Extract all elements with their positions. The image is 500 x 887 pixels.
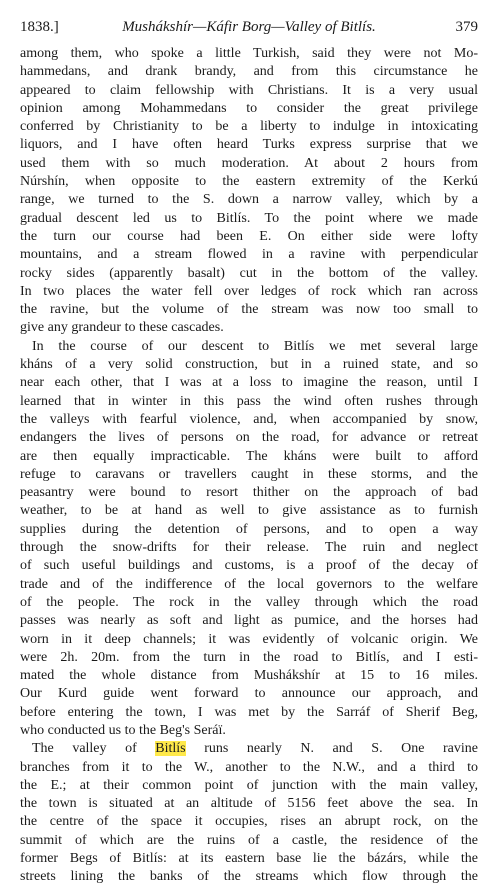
text-line: hammedans, and drank brandy, and from this circumstance he: [20, 64, 478, 80]
text-line: trade and of the indifference of the local governors to the welfare: [20, 576, 478, 592]
text-line: the centre of the space it occupies, rises an abrupt rock, on the: [20, 814, 478, 830]
text-line: were 2h. 20m. from the turn in the road to Bitlís, and I esti-: [20, 649, 478, 665]
text-fragment: runs nearly N. and S. One ravine: [185, 741, 478, 757]
text-line: range, we turned to the S. down a narrow valley, which by a: [20, 192, 478, 208]
text-line: peasantry were bound to resort thither on the approach of bad: [20, 485, 478, 501]
paragraph-3: [20, 740, 478, 886]
text-line: appeared to claim fellowship with Christians. It is a very usual: [20, 82, 478, 98]
text-line: are then equally impracticable. The kháns were built to afford: [20, 448, 478, 464]
text-line: learned that in winter in this pass the wind often rushes through: [20, 393, 478, 409]
text-line: Núrshín, when opposite to the eastern extremity of the Kerkú: [20, 174, 478, 190]
text-line: before entering the town, I was met by the Sarráf of Sherif Beg,: [20, 704, 478, 720]
text-line: In the course of our descent to Bitlís we met several large: [32, 338, 478, 354]
text-line: Our Kurd guide went forward to announce our approach, and: [20, 686, 478, 702]
body-text: [20, 45, 478, 887]
text-line: streets lining the banks of the streams which flow through the: [20, 869, 478, 885]
text-line: weather, to be at hand as well to give assistance as to furnish: [20, 503, 478, 519]
text-line: among them, who spoke a little Turkish, said they were not Mo-: [20, 46, 478, 61]
paragraph-1: [20, 45, 478, 338]
text-line: worn in it deep channels; it was evidently of volcanic origin. We: [20, 631, 478, 647]
text-line: liquors, and I have often heard Turks express surprise that we: [20, 137, 478, 153]
text-line: who conducted us to the Beg's Seráï.: [20, 722, 226, 738]
paragraph-2: [20, 338, 478, 741]
text-line: the town is situated at an altitude of 5156 feet above the sea. In: [20, 796, 478, 812]
text-line: through the snow-drifts for their release. The ruin and neglect: [20, 540, 478, 556]
text-line: mountains, and a stream flowed in a ravine with perpendicular: [20, 247, 478, 263]
page-number: 379: [455, 19, 478, 35]
text-fragment: The valley of: [32, 741, 156, 757]
text-line: the turn our course had been E. On either side were lofty: [20, 228, 478, 244]
running-header: [20, 16, 478, 38]
text-line: kháns of a very solid construction, but in a ruined state, and so: [20, 357, 478, 373]
text-line: supplies during the detention of persons, and to open a way: [20, 521, 478, 537]
text-line: endangers the lives of persons on the road, for advance or retreat: [20, 430, 478, 446]
text-line: used them with so much moderation. At about 2 hours from: [20, 155, 478, 171]
text-line: summit of which are the ruins of a castle, the residence of the: [20, 832, 478, 848]
text-line: gradual descent led us to Bitlís. To the point where we made: [20, 210, 478, 226]
text-line: passes was nearly as soft and light as pumice, and the horses had: [20, 613, 478, 629]
text-line: refuge to caravans or travellers caught in these storms, and the: [20, 466, 478, 482]
text-line: opinion among Mohammedans to consider the great privilege: [20, 100, 478, 116]
text-line: In two places the water fell over ledges of rock which ran across: [20, 283, 478, 299]
text-line: of the people. The rock in the valley through which the road: [20, 594, 478, 610]
text-line: former Begs of Bitlís: at its eastern base lie the bázárs, while the: [20, 851, 478, 867]
text-line: [20, 740, 478, 758]
highlighted-word: Bitlís: [155, 741, 186, 757]
text-line: the E.; at their common point of junction with the main valley,: [20, 777, 478, 793]
text-line: give any grandeur to these cascades.: [20, 320, 224, 336]
header-title: Mushákshír—Káfir Borg—Valley of Bitlís.: [122, 19, 376, 35]
text-line: the valleys with fearful violence, and, when accompanied by snow,: [20, 411, 478, 427]
text-line: conferred by Christianity to be a liberty to indulge in intoxicating: [20, 119, 478, 135]
text-line: the ravine, but the volume of the stream was now too small to: [20, 302, 478, 318]
text-line: rocky sides (apparently basalt) cut in the bottom of the valley.: [20, 265, 478, 281]
text-line: mated the whole distance from Mushákshír at 15 to 16 miles.: [20, 668, 478, 684]
header-year: 1838.]: [20, 19, 59, 35]
text-line: of such useful buildings and customs, is a proof of the decay of: [20, 558, 478, 574]
text-line: near each other, that I was at a loss to imagine the reason, until I: [20, 375, 478, 391]
text-line: branches from it to the W., another to the N.W., and a third to: [20, 759, 478, 775]
